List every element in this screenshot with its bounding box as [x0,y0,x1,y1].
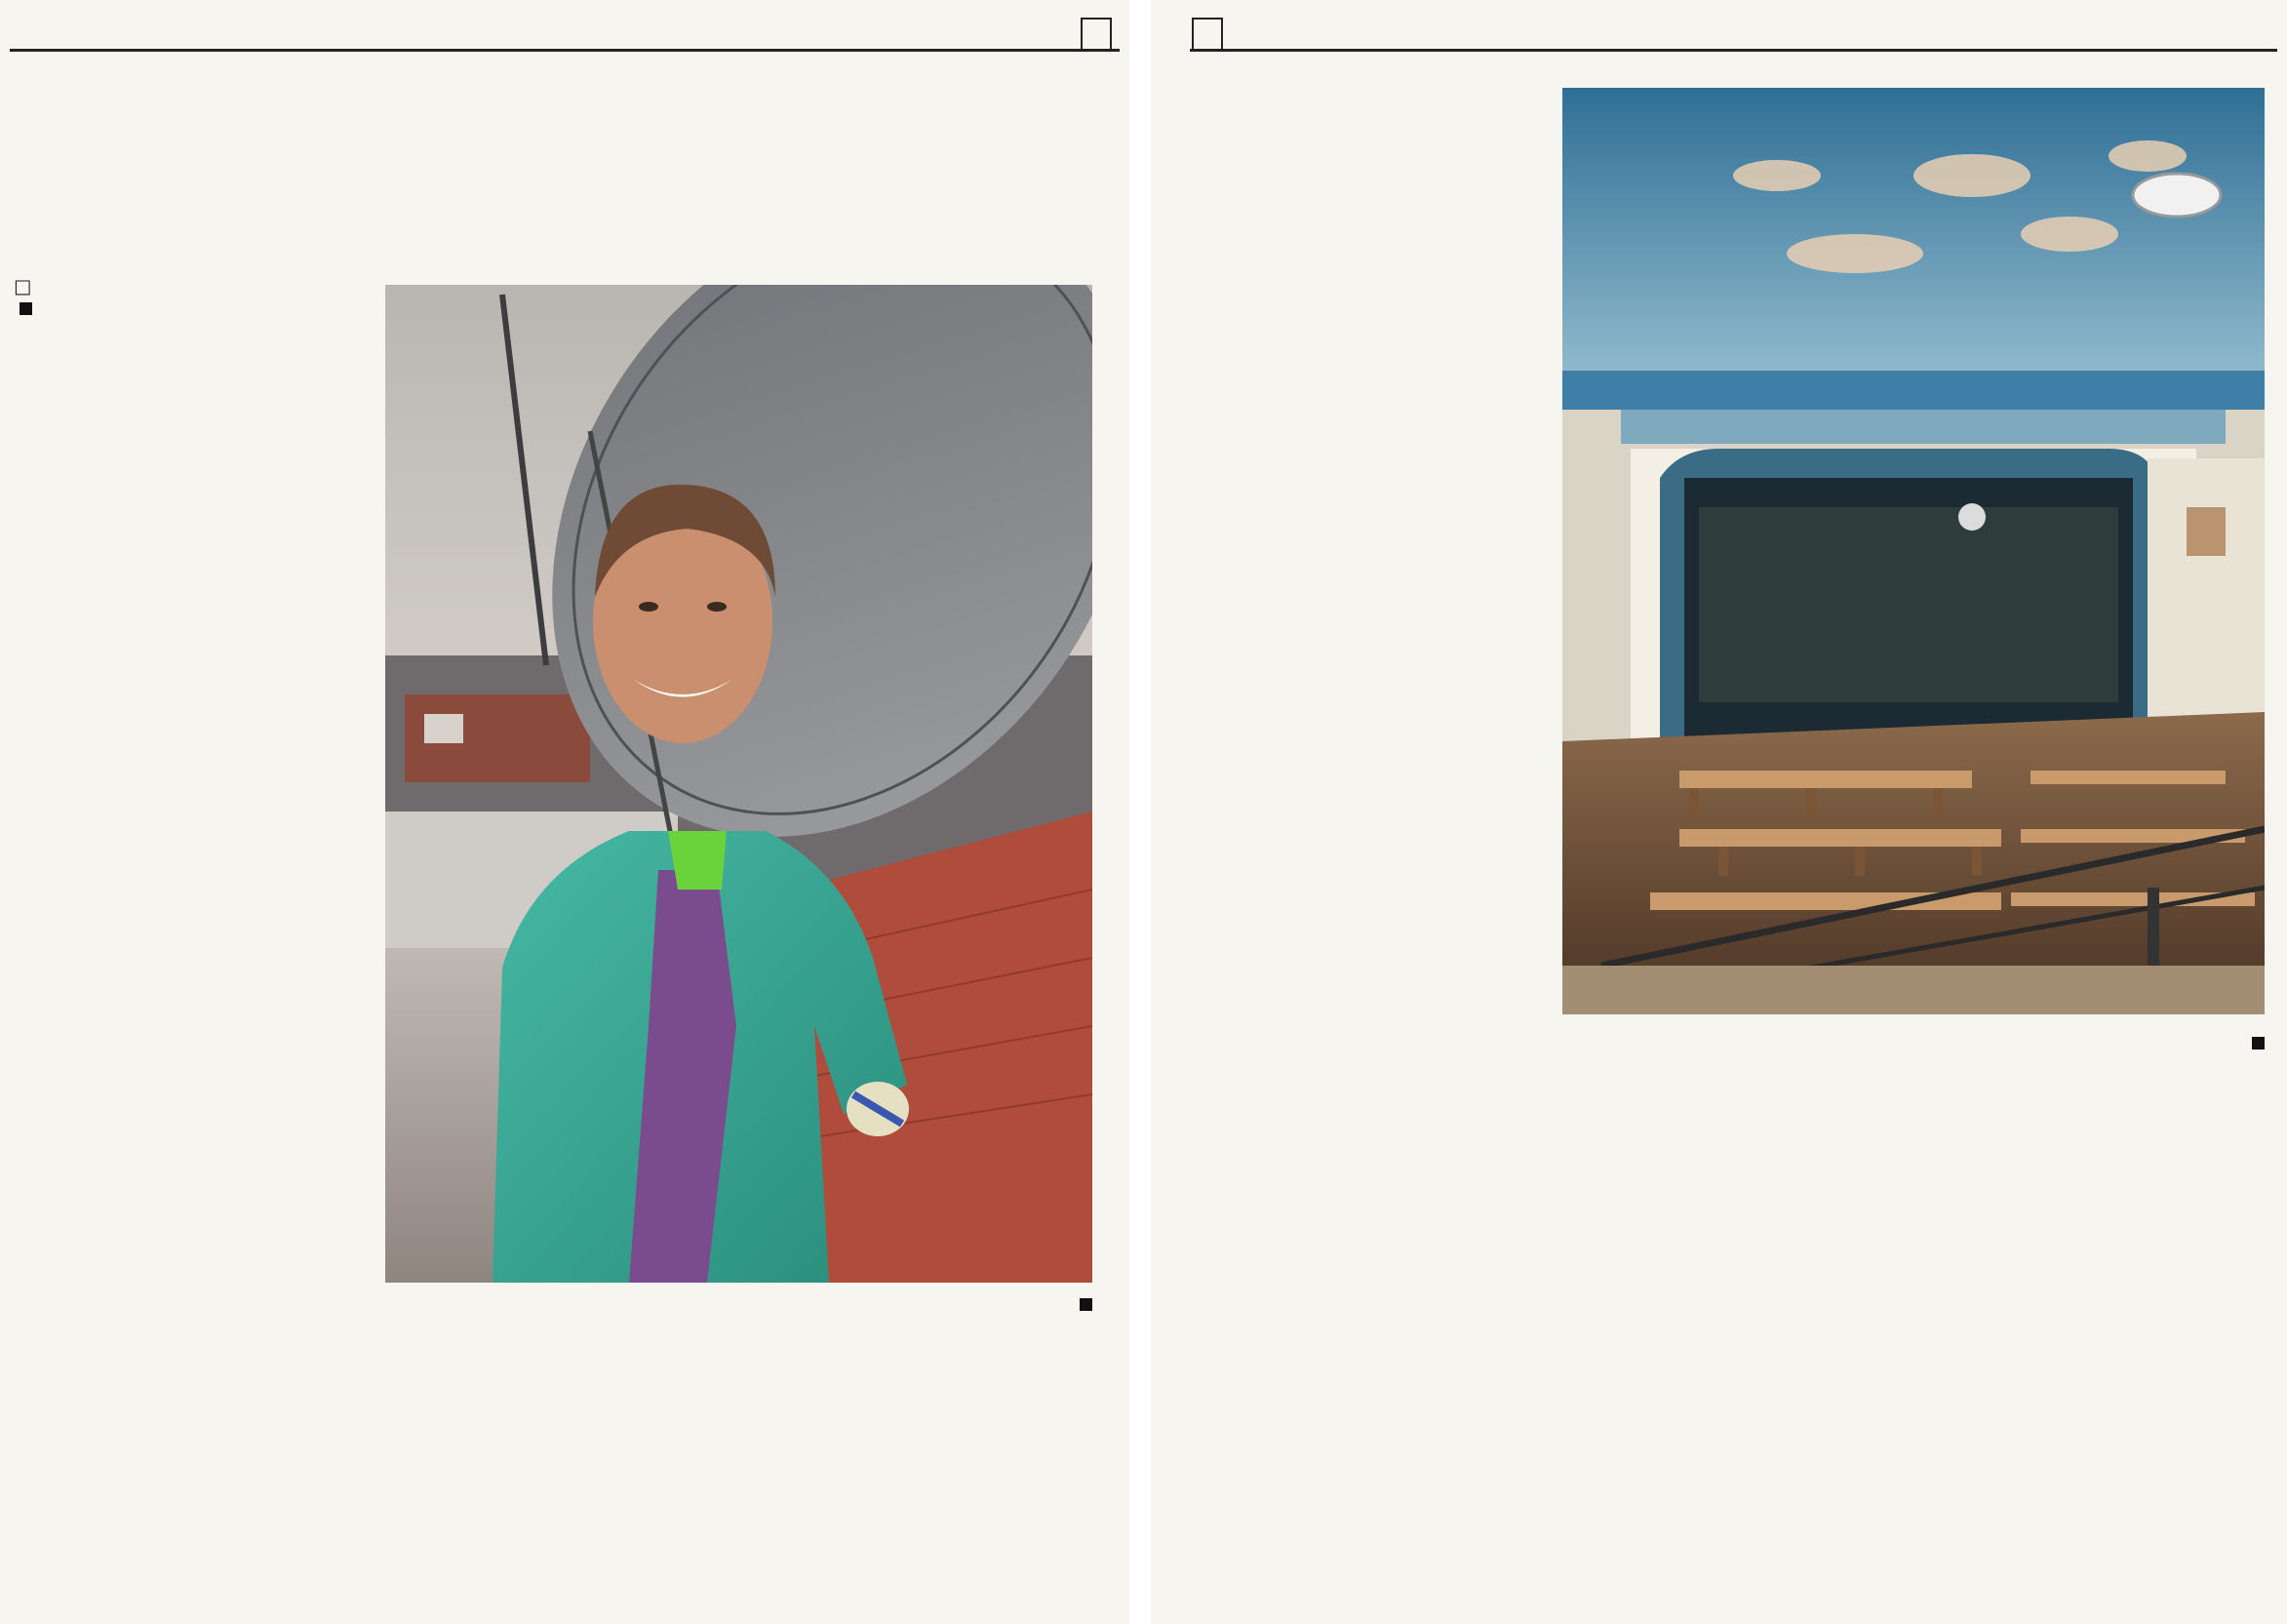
left-column-2 [385,1405,727,1408]
drop-cap [385,1405,391,1408]
end-mark-icon [1080,1298,1092,1311]
portrait-illustration [385,285,1092,1283]
drop-cap [1190,86,1196,90]
end-mark-icon [2252,1037,2265,1050]
magazine-logo-icon [1192,18,1223,51]
page-left [0,0,1129,1624]
photo-festsalen [1562,88,2265,1014]
photo-caption-left [385,1293,1092,1311]
lead-paragraph-3 [14,297,355,320]
drop-cap [14,351,20,355]
left-column [14,275,355,355]
drop-cap [14,336,20,339]
right-column-3 [1926,1168,2269,1174]
page-right [1151,0,2287,1624]
festsalen-illustration [1562,88,2265,1014]
end-mark-icon [20,302,32,315]
drop-cap [1190,101,1196,105]
header-rule-left [10,49,1120,52]
photo-caption-right [1562,1032,2265,1050]
right-column-1 [1190,70,1533,105]
magazine-logo-icon [1081,18,1112,51]
box-icon: □ [14,275,32,297]
photo-portrait [385,285,1092,1283]
header-rule-right [1190,49,2277,52]
lead-paragraph-1 [14,275,355,297]
